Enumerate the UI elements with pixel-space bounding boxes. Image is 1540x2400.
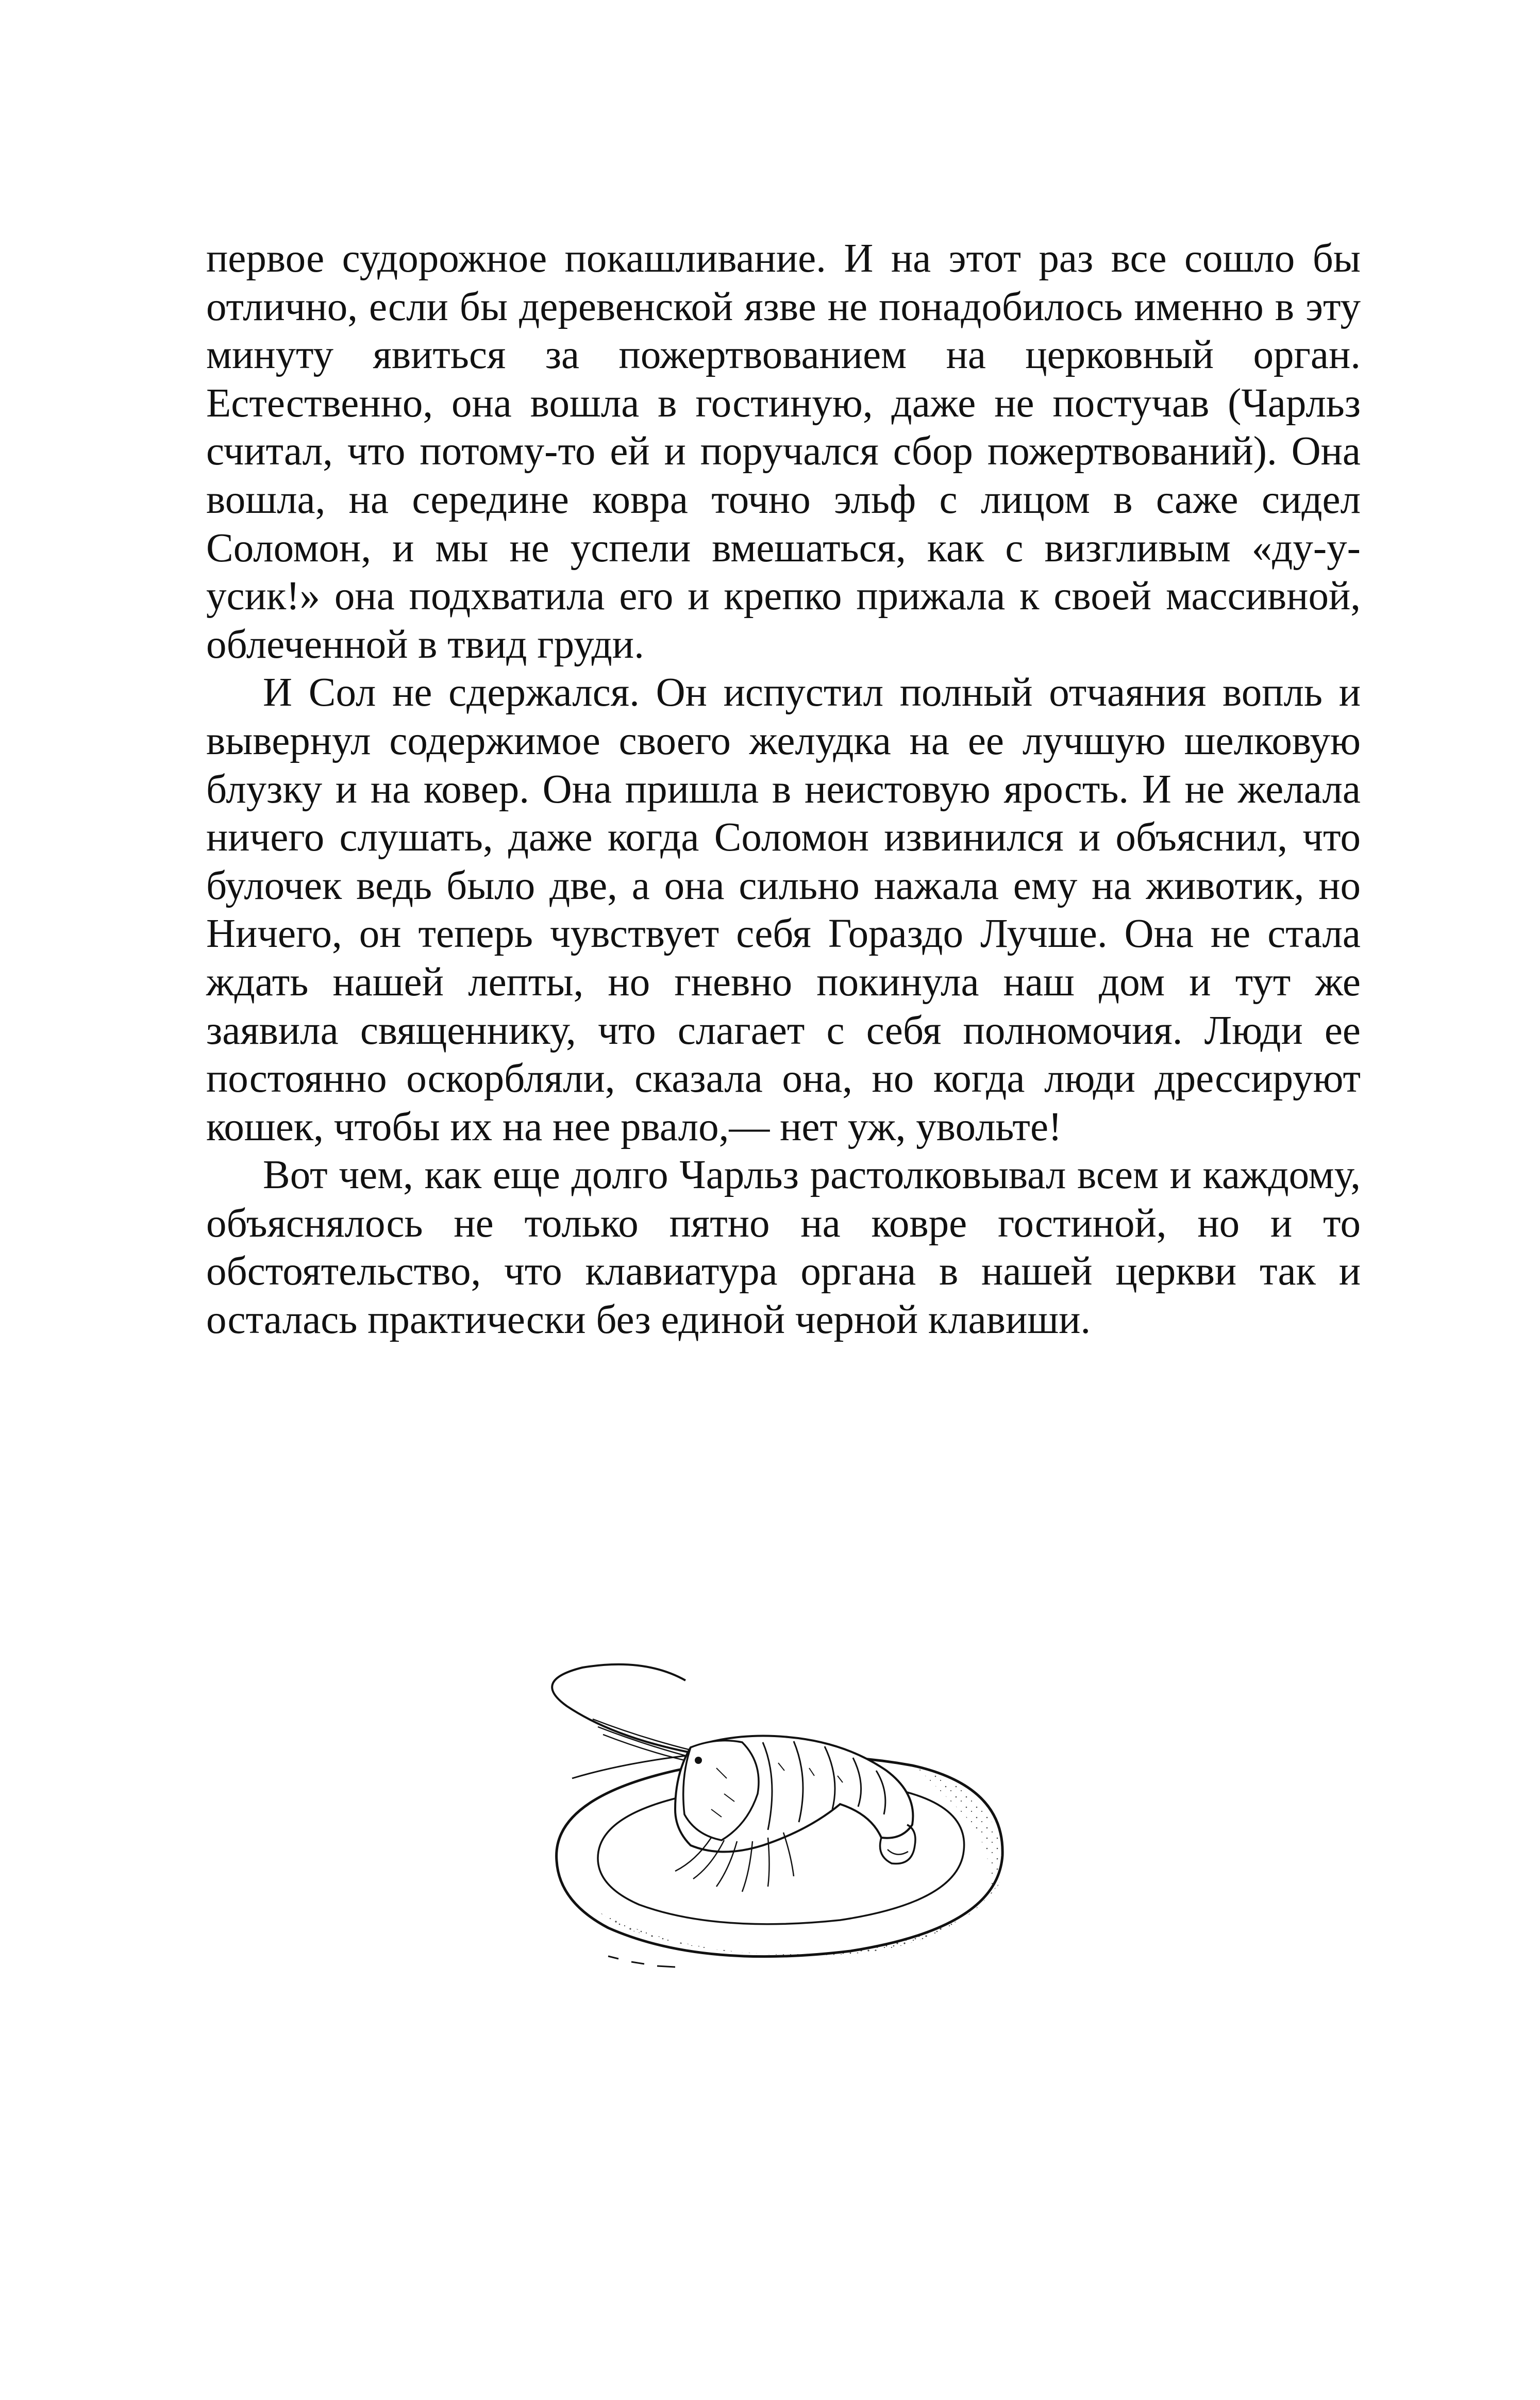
paragraph-1: первое судорожное покашливание. И на этот раз все сошло бы отлично, если бы деревенской язве не понадобилось именно в эту минуту явиться за пожертвованием на церковный орган. Естественно, она вошла в гостиную, даже не постучав (Чарльз считал, что потому-то ей и поручался сбор пожертвований). Она вошла, на середине ковра точно эльф с лицом в саже сидел Соломон, и мы не успели вмешаться, как с визгливым «ду-у-усик!» она подхватила его и крепко прижала к своей массивной, облеченной в твид груди. bbox=[206, 236, 1361, 667]
paragraph-3: Вот чем, как еще долго Чарльз растолковывал всем и каждому, объяснялось не только пятно на ковре гостиной, но и то обстоятельство, что клавиатура органа в нашей церкви так и осталась практически без единой черной клавиши. bbox=[206, 1153, 1361, 1343]
shrimp-on-plate-icon bbox=[521, 1660, 1026, 1979]
body-text bbox=[206, 235, 1361, 1344]
paragraph-2: И Сол не сдержался. Он испустил полный отчаяния вопль и вывернул содержимое своего желудка на ее лучшую шелковую блузку и на ковер. Она пришла в неистовую ярость. И не желала ничего слушать, даже когда Соломон извинился и объяснил, что булочек ведь было две, а она сильно нажала ему на животик, но Ничего, он теперь чувствует себя Гораздо Лучше. Она не стала ждать нашей лепты, но гневно покинула наш дом и тут же заявила священнику, что слагает с себя полномочия. Люди ее постоянно оскорбляли, сказала она, но когда люди дрессируют кошек, чтобы их на нее рвало,— нет уж, увольте! bbox=[206, 670, 1361, 1149]
